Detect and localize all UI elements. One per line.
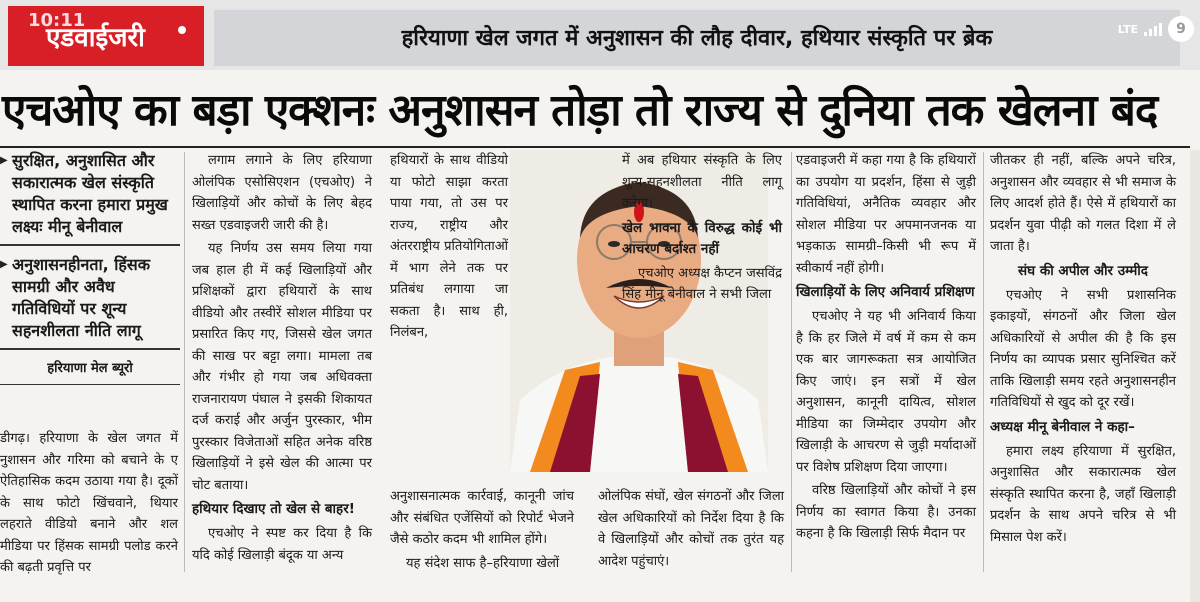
paragraph: यह संदेश साफ है–हरियाणा खेलों [406, 555, 560, 571]
record-dot-icon [178, 26, 186, 34]
headline: एचओए का बड़ा एक्शनः अनुशासन तोड़ा तो राज्य से दुनिया तक खेलना बंद [2, 85, 1158, 136]
article-column-2 [192, 150, 372, 568]
paragraph: एडवाइजरी में कहा गया है कि हथियारों का उपयोग या प्रदर्शन, हिंसा से जुड़ी गतिविधियां, अनैतिक व्यवहार और सोशल मीडिया पर अपमानजनक या भड़काऊ सामग्री–किसी भी रूप में स्वीकार्य नहीं होगी। [796, 153, 976, 276]
paragraph: डीगढ़। हरियाणा के खेल जगत में नुशासन और गरिमा को बचाने के ए ऐतिहासिक कदम उठाया गया है। दूकों के साथ फोटो खिंचवाने, थियार लहराते वीडियो बनाने और शल मीडिया पर हिंसक सामग्री पलोड करने की बढ़ती प्रवृत्ति पर [0, 431, 178, 575]
article-column-6 [990, 150, 1176, 550]
highlight-box [0, 150, 180, 393]
battery-level: 9 [1176, 21, 1186, 37]
paragraph: जीतकर ही नहीं, बल्कि अपने चरित्र, अनुशासन और व्यवहार से भी समाज के लिए आदर्श होते हैं। ऐसे में हथियारों का प्रदर्शन युवा पीढ़ी को गलत दिशा में ले जाता है। [990, 153, 1176, 254]
paragraph: हमारा लक्ष्य हरियाणा में सुरक्षित, अनुशासित और सकारात्मक खेल संस्कृति स्थापित करना है, जहाँ खिलाड़ी प्रदर्शन के साथ अपने चरित्र से भी मिसाल पेश करें। [990, 443, 1176, 545]
subheading: खेल भावना के विरुद्ध कोई भी आचरण बर्दाश्त नहीं [622, 219, 782, 257]
divider [0, 244, 180, 246]
status-time: 10:11 [28, 10, 86, 31]
divider [0, 348, 180, 350]
paragraph: ओलंपिक संघों, खेल संगठनों और जिला खेल अधिकारियों को निर्देश दिया है कि वे खिलाड़ियों और कोचों तक तुरंत यह आदेश पहुंचाएं। [598, 489, 784, 569]
highlight-item: ▶ सुरक्षित, अनुशासित और सकारात्मक खेल संस्कृति स्थापित करना हमारा प्रमुख लक्ष्यः मीनू बेनीवाल [0, 150, 180, 238]
page-edge [1190, 150, 1200, 602]
paragraph: हथियारों के साथ वीडियो या फोटो साझा करता पाया गया, तो उस पर राज्य, राष्ट्रीय और अंतरराष्ट्रीय प्रतियोगिताओं में भाग लेने तक पर प्रतिबंध लगाया जा सकता है। साथ ही, निलंबन, [390, 153, 508, 340]
article-column-4 [622, 150, 782, 308]
subheading: खिलाड़ियों के लिए अनिवार्य प्रशिक्षण [796, 284, 975, 300]
subheading: अध्यक्ष मीनू बेनीवाल ने कहा– [990, 418, 1135, 435]
column-divider [791, 152, 792, 572]
column-divider [184, 152, 185, 572]
article-column-1 [0, 428, 178, 581]
subheading: हथियार दिखाए तो खेल से बाहर! [192, 501, 355, 517]
column-divider [983, 152, 984, 572]
article-column-5 [796, 150, 976, 547]
paragraph: एचओए ने यह भी अनिवार्य किया है कि हर जिले में वर्ष में कम से कम एक बार जागरूकता सत्र आयोजित किए जाएं। इन सत्रों में खेल अनुशासन, कानूनी दायित्व, सोशल मीडिया का जिम्मेदार उपयोग और खिलाड़ी के आचरण से जुड़ी मर्यादाओं पर विशेष प्रशिक्षण दिया जाएगा। [796, 309, 976, 475]
paragraph: वरिष्ठ खिलाड़ियों और कोचों ने इस निर्णय का स्वागत किया है। उनका कहना है कि खिलाड़ी सिर्फ मैदान पर [796, 483, 976, 541]
signal-icon [1144, 22, 1162, 36]
headline-rule [0, 146, 1190, 148]
top-bar [0, 0, 1200, 70]
paragraph: एचओए अध्यक्ष कैप्टन जसविंद्र सिंह मीनू बेनीवाल ने सभी जिला [622, 265, 782, 302]
status-bar [1118, 16, 1194, 42]
subheading: संघ की अपील और उम्मीद [1018, 262, 1148, 279]
paragraph: में अब हथियार संस्कृति के लिए शून्य-सहनशीलता नीति लागू करेगा। [622, 153, 782, 211]
kicker-text: हरियाणा खेल जगत में अनुशासन की लौह दीवार, हथियार संस्कृति पर ब्रेक [401, 26, 993, 51]
network-label: LTE [1117, 22, 1138, 36]
highlight-item: ▶ अनुशासनहीनता, हिंसक सामग्री और अवैध गतिविधियों पर शून्य सहनशीलता नीति लागू [0, 254, 180, 342]
paragraph: लगाम लगाने के लिए हरियाणा ओलंपिक एसोसिएशन (एचओए) ने खिलाड़ियों और कोचों के लिए बेहद सख्त एडवाइजरी जारी की है। [192, 153, 372, 233]
paragraph: अनुशासनात्मक कार्रवाई, कानूनी जांच और संबंधित एजेंसियों को रिपोर्ट भेजने जैसे कठोर कदम भी शामिल होंगे। [390, 489, 574, 547]
article-column-3-lower [390, 486, 574, 576]
battery-icon [1168, 16, 1194, 42]
byline: हरियाणा मेल ब्यूरो [47, 361, 133, 376]
article-column-4-lower [598, 486, 784, 574]
paragraph: एचओए ने सभी प्रशासनिक इकाइयों, संगठनों और जिला खेल अधिकारियों से अपील की है कि इस निर्णय का व्यापक प्रसार सुनिश्चित करें ताकि खिलाड़ी समय रहते अनुशासनहीन गतिविधियों से खुद को दूर रखें। [990, 287, 1176, 410]
divider [0, 384, 180, 385]
brand-name: एडवाईजरी [46, 23, 145, 53]
paragraph: यह निर्णय उस समय लिया गया जब हाल ही में कई खिलाड़ियों और प्रशिक्षकों द्वारा हथियारों के साथ वीडियो और तस्वीरें सोशल मीडिया पर प्रसारित किए गए, जिससे खेल जगत की साख पर बट्टा लगा। मामला तब और गंभीर हो गया जब अधिवक्ता राजनारायण पंघाल ने इसकी शिकायत दर्ज कराई और अर्जुन पुरस्कार, भीम पुरस्कार विजेताओं सहित अनेक वरिष्ठ खिलाड़ियों ने इसे खेल की आत्मा पर चोट बताया। [192, 241, 372, 493]
article-column-3 [390, 150, 508, 346]
paragraph: एचओए ने स्पष्ट कर दिया है कि यदि कोई खिलाड़ी बंदूक या अन्य [192, 526, 372, 563]
